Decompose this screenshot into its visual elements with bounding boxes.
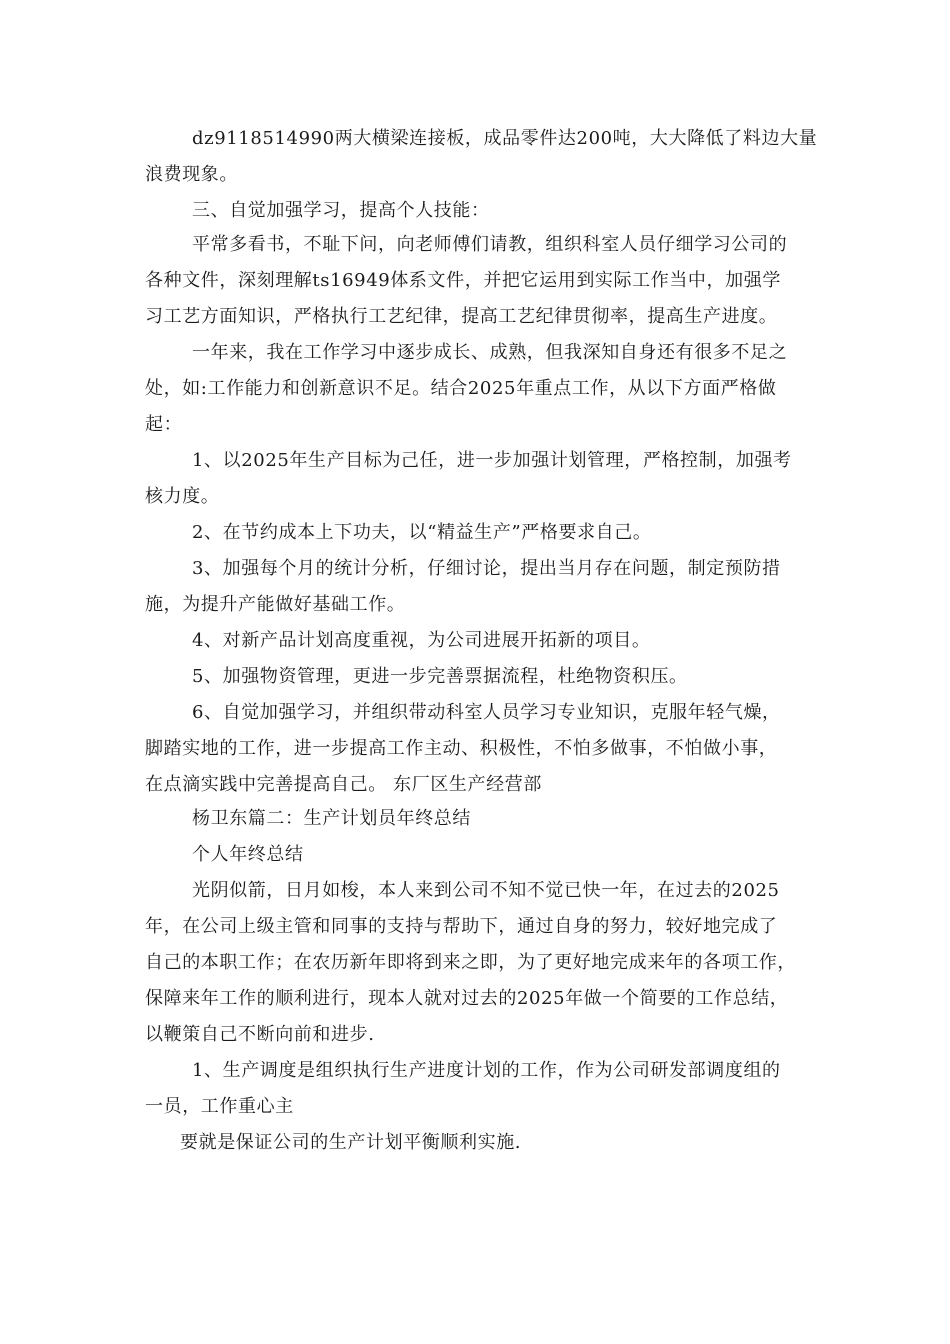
list-item-continuation: 在点滴实践中完善提高自己。 东厂区生产经营部: [145, 774, 542, 795]
list-item: 1、生产调度是组织执行生产进度计划的工作，作为公司研发部调度组的: [192, 1060, 781, 1081]
list-item: 1、以2025年生产目标为己任，进一步加强计划管理，严格控制，加强考: [192, 450, 792, 471]
paragraph-line: 一年来，我在工作学习中逐步成长、成熟，但我深知自身还有很多不足之: [192, 342, 788, 363]
list-item: 6、自觉加强学习，并组织带动科室人员学习专业知识，克服年轻气燥，: [192, 702, 781, 723]
paragraph-line: 各种文件，深刻理解ts16949体系文件，并把它运用到实际工作当中，加强学: [145, 270, 781, 291]
paragraph-line: dz9118514990两大横梁连接板，成品零件达200吨，大大降低了料边大量: [192, 128, 818, 149]
list-item: 3、加强每个月的统计分析，仔细讨论，提出当月存在问题，制定预防措: [192, 558, 781, 579]
list-item-continuation: 施，为提升产能做好基础工作。: [145, 594, 406, 615]
list-item-continuation: 脚踏实地的工作，进一步提高工作主动、积极性，不怕多做事，不怕做小事，: [145, 738, 778, 759]
section-heading: 杨卫东篇二：生产计划员年终总结: [192, 808, 471, 829]
paragraph-line: 习工艺方面知识，严格执行工艺纪律，提高工艺纪律贯彻率，提高生产进度。: [145, 306, 778, 327]
list-item-continuation: 一员，工作重心主: [145, 1096, 294, 1117]
paragraph-line: 以鞭策自己不断向前和进步.: [145, 1024, 375, 1045]
list-item-continuation: 核力度。: [145, 486, 220, 507]
section-heading: 个人年终总结: [192, 844, 304, 865]
section-heading: 三、自觉加强学习，提高个人技能：: [192, 200, 490, 221]
paragraph-line: 处，如:工作能力和创新意识不足。结合2025年重点工作，从以下方面严格做: [145, 378, 777, 399]
list-item: 5、加强物资管理，更进一步完善票据流程，杜绝物资积压。: [192, 666, 688, 687]
list-item: 2、在节约成本上下功夫，以“精益生产”严格要求自己。: [192, 522, 652, 543]
paragraph-line: 平常多看书，不耻下问，向老师傅们请教，组织科室人员仔细学习公司的: [192, 234, 788, 255]
paragraph-line: 浪费现象。: [145, 164, 238, 185]
paragraph-line: 保障来年工作的顺利进行，现本人就对过去的2025年做一个简要的工作总结，: [145, 988, 789, 1009]
list-item: 4、对新产品计划高度重视，为公司进展开拓新的项目。: [192, 630, 651, 651]
paragraph-line: 自己的本职工作；在农历新年即将到来之即，为了更好地完成来年的各项工作，: [145, 952, 796, 973]
paragraph-line: 光阴似箭，日月如梭，本人来到公司不知不觉已快一年，在过去的2025: [192, 880, 780, 901]
paragraph-line: 起：: [145, 414, 183, 435]
paragraph-line: 年，在公司上级主管和同事的支持与帮助下，通过自身的努力，较好地完成了: [145, 916, 778, 937]
paragraph-line: 要就是保证公司的生产计划平衡顺利实施.: [180, 1132, 522, 1153]
